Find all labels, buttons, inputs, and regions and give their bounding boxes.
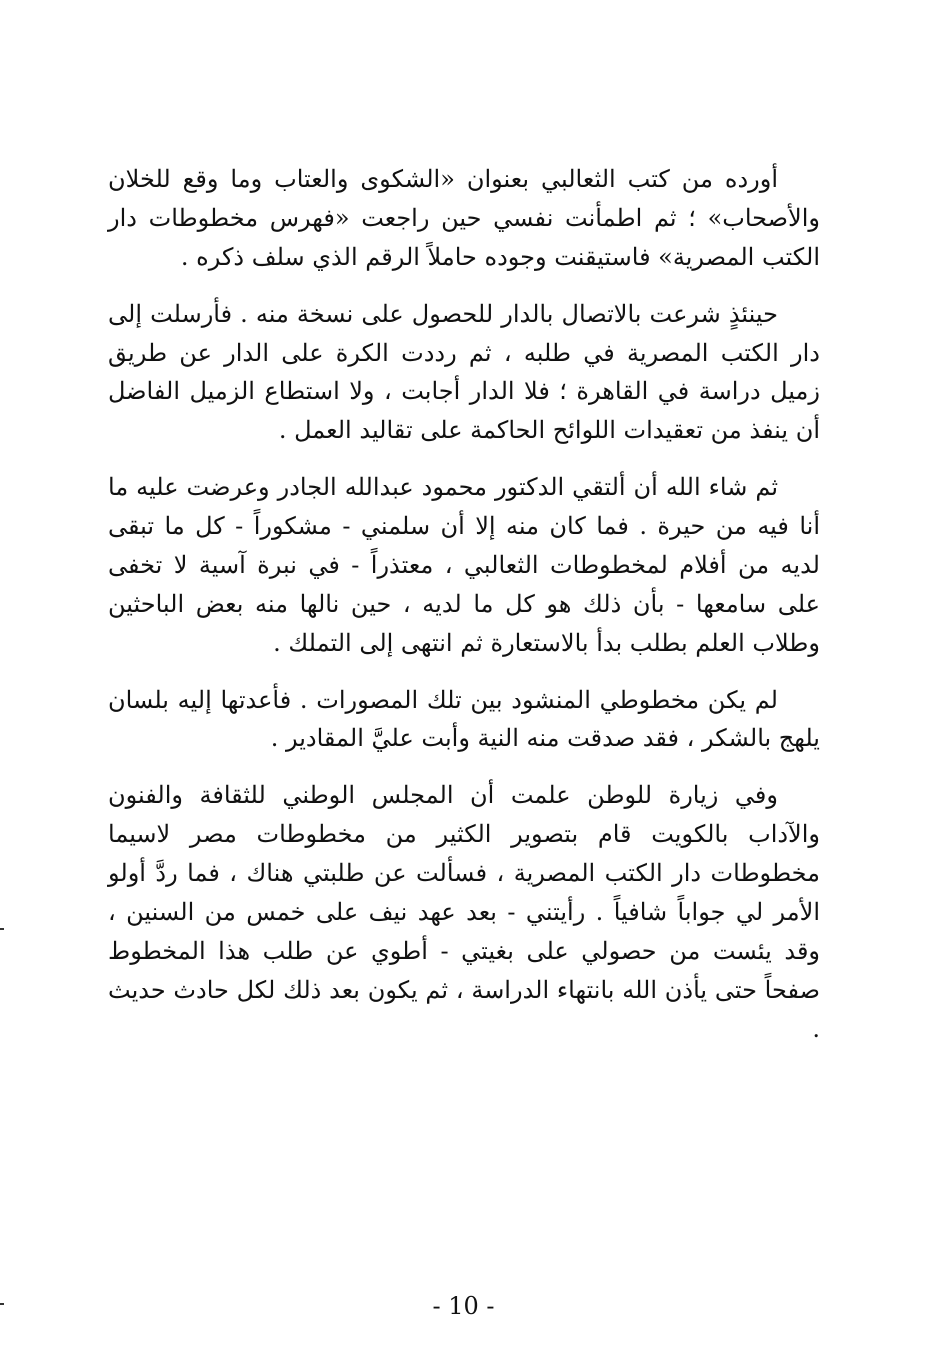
paragraph-1: أورده من كتب الثعالبي بعنوان «الشكوى والعتاب وما وقع للخلان والأصحاب» ؛ ثم اطمأنت نفسي حين راجعت «فهرس مخطوطات دار الكتب المصرية» فاستيقنت وجوده حاملاً الرقم الذي سلف ذكره .: [108, 165, 821, 271]
page-body-text: [108, 160, 820, 1066]
paragraph-2: حينئذٍ شرعت بالاتصال بالدار للحصول على نسخة منه . فأرسلت إلى دار الكتب المصرية في طلبه ، ثم رددت الكرة على الدار عن طريق زميل دراسة في القاهرة ؛ فلا الدار أجابت ، ولا استطاع الزميل الفاضل أن ينفذ من تعقيدات اللوائح الحاكمة على تقاليد العمل .: [108, 299, 820, 445]
page-number: - 10 -: [432, 1292, 495, 1320]
scan-edge-mark: [0, 928, 4, 930]
paragraph-4: لم يكن مخطوطي المنشود بين تلك المصورات . فأعدتها إليه بلسان يلهج بالشكر ، فقد صدقت منه النية وأبت عليَّ المقادير .: [108, 685, 820, 753]
paragraph-5: وفي زيارة للوطن علمت أن المجلس الوطني للثقافة والفنون والآداب بالكويت قام بتصوير الكثير من مخطوطات مصر لاسيما مخطوطات دار الكتب المصرية ، فسألت عن طلبتي هناك ، فما ردَّ أولو الأمر لي جواباً شافياً . رأيتني - بعد عهد نيف على خمس من السنين ، وقد يئست من حصولي على بغيتي - أطوي عن طلب هذا المخطوط صفحاً حتى يأذن الله بانتهاء الدراسة ، ثم يكون بعد ذلك لكل حادث حديث .: [108, 781, 820, 1043]
scan-edge-mark: [0, 1303, 4, 1305]
paragraph-3: ثم شاء الله أن ألتقي الدكتور محمود عبدالله الجادر وعرضت عليه ما أنا فيه من حيرة . فما كان منه إلا أن سلمني - مشكوراً - كل ما تبقى لديه من أفلام لمخطوطات الثعالبي ، معتذراً - في نبرة آسية لا تخفى على سامعها - بأن ذلك هو كل ما لديه ، حين نالها منه بعض الباحثين وطلاب العلم بطلب بدأ بالاستعارة ثم انتهى إلى التملك .: [108, 473, 821, 657]
